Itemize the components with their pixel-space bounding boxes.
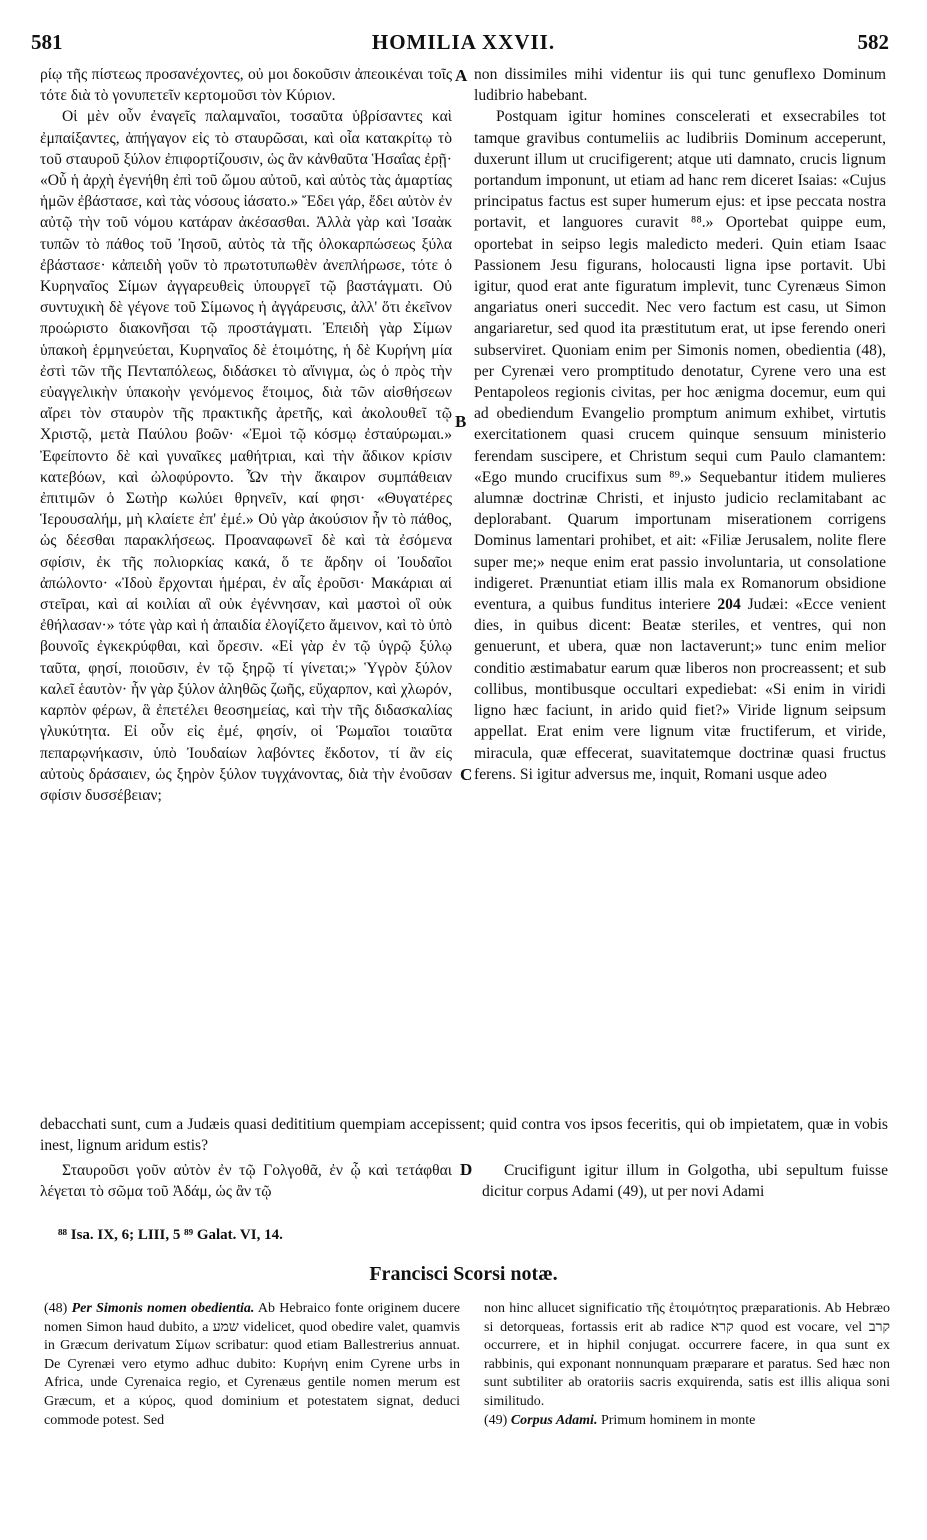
notes-left-column — [44, 1300, 460, 1430]
latin-paragraph-2-tail: Judæi: «Ecce venient dies, in quibus dicent: Beatæ steriles, et ventres, qui non genuerunt, et ubera, quæ non lactaverunt;» tunc enim melior conditio æstimabatur earum quæ liberos non procreassent; et sub collibus, montibusque occultari expediebat: «Si enim in viridi ligno hæc faciunt, in arido quid fiet?» Viride lignum seipsum appellat. Erat enim vere lignum vitæ fructiferum, et viride, miracula, quæ effecerat, suavitatemque doctrinæ quasi fructus ferens. Si igitur adversus me, inquit, Romani usque adeo — [474, 596, 886, 783]
note-49-label: (49) — [484, 1412, 508, 1428]
section-marker-a: A — [455, 66, 468, 85]
latin-paragraph-1: non dissimiles mihi videntur iis qui tunc genuflexo Dominum ludibrio habebant. — [474, 66, 886, 105]
note-48-label: (48) — [44, 1301, 68, 1316]
greek-paragraph-2: Οἱ μὲν οὖν ἐναγεῖς παλαμναῖοι, τοσαῦτα ὑβρίσαντες καὶ ἐμπαίξαντες, ἀπήγαγον εἰς τὸ σταυρῶσαι, καὶ οἷα κατακρίτῳ τὸ τοῦ σταυροῦ ξύλον ἐπιφορτίζουσιν, ὡς ἂν κἀνθαῦτα Ἡσαΐας ἐρῇ· «Οὗ ἡ ἀρχὴ ἐγενήθη ἐπὶ τοῦ ὤμου αὐτοῦ, καὶ αὐτὸς τὰς ἁμαρτίας ἡμῶν ἐβάστασε, καὶ τὰς νόσους ἰάσατο.» Ἔδει γάρ, ἔδει αὐτὸν ἐν αὐτῷ τὴν τοῦ νόμου κατάραν ἀκέσασθαι. Ἀλλὰ γὰρ καὶ Ἰσαὰκ τυπῶν τὸ πάθος τοῦ Ἰησοῦ, αὐτὸς τὰ τῆς ὁλοκαρπώσεως ξύλα ἐβάστασε· κἀπειδὴ γοῦν τὸ πρωτοτυπωθὲν ἀνεπλήρωσε, τότε ὁ Κυρηναῖος Σίμων ἀγγαρευθεὶς ὑπουργεῖ τῷ βαστάγματι. Οὐ συντυχικὴ δὲ γέγονε τοῦ Σίμωνος ἡ ἀγγάρευσις, ἀλλ' ὅτι ἐκεῖνον προώριστο διακονῆσαι τῷ προστάγματι. Ἐπειδὴ γὰρ Σίμων ὑπακοὴ ἑρμηνεύεται, Κυρηναῖος δὲ ἑτοιμότης, ἡ δὲ Κυρήνη μία ἐστὶ τῶν τῆς Πενταπόλεως, διδάσκει τὸ αἴνιγμα, ὡς ὁ πρὸς τὴν εὐαγγελικὴν ὑπακοὴν γενόμενος ἕτοιμος, διὰ τῶν αἰσθήσεων αἴρει τὸν σταυρὸν τῆς πρακτικῆς ἀρετῆς, καὶ ἀκολουθεῖ τῷ Χριστῷ, μετὰ Παύλου βοῶν· «Ἐμοὶ τῷ κόσμῳ ἐσταύρωμαι.» Ἐφείποντο δὲ καὶ γυναῖκες μαθήτριαι, καὶ τὴν ἄδικον κρίσιν κατεβόων, καὶ ὠλοφύροντο. Ὧν τὴν ἄκαιρον συμπάθειαν ἐπιτιμῶν ὁ Σωτὴρ κωλύει θρηνεῖν, καί φησι· «Θυγατέρες Ἱερουσαλήμ, μὴ κλαίετε ἐπ' ἐμέ.» Οὐ γὰρ ἀκούσιον ἦν τὸ πάθος, ὡς δέεσθαι παρακλήσεως. Προαναφωνεῖ δὲ καὶ τὰ ἐσόμενα σφίσιν, ἐκ τῆς πολιορκίας κακά, ὅ τε ἄρδην οἱ Ἰουδαῖοι ἀπώλοντο· «Ἰδοὺ ἔρχονται ἡμέραι, ἐν αἷς ἐροῦσι· Μακάριαι αἱ στεῖραι, καὶ αἱ κοιλίαι αἳ οὐκ ἐγέννησαν, καὶ μαστοὶ οἳ οὐκ ἐθήλασαν·» τότε γὰρ καὶ ἡ ἀπαιδία ἐλογίζετο ἄμεινον, καὶ τὸ ὑπὸ βουνοῖς ἐγκεκρύφθαι, καὶ ὄρεσιν. «Εἰ γὰρ ἐν τῷ ὑγρῷ ξύλῳ ταῦτα, φησί, ποιοῦσιν, ἐν τῷ ξηρῷ τί γίνεται;» Ὑγρὸν ξύλον καλεῖ ἑαυτὸν· ἦν γὰρ ξύλον ἀληθῶς ζωῆς, εὔχαρπον, καὶ χλωρόν, καρπὸν φέρων, ἃ ἐπετέλει θεοσημείας, καὶ τὴν τῆς διδασκαλίας γλυκύτητα. Εἰ οὖν εἰς ἐμέ, φησίν, οἱ Ῥωμαῖοι τοιαῦτα πεπαρῳνήκασιν, ὑπὸ Ἰουδαίων λαβόντες ἔκδοτον, τί ἂν εἰς αὐτοὺς δράσαιεν, ὡς ξηρὸν ξύλον τυγχάνοντας, διὰ τὴν ἐνοῦσαν σφίσιν δυσσέβειαν; — [40, 108, 452, 804]
section-marker-d: D — [460, 1160, 473, 1179]
latin-column — [474, 64, 886, 785]
latin-section-d: Crucifigunt igitur illum in Golgotha, ubi sepultum fuisse dicitur corpus Adami (49), ut per novi Adami — [482, 1162, 888, 1201]
page-header — [0, 30, 927, 58]
section-marker-c: C — [460, 765, 473, 784]
greek-section-d: Σταυροῦσι γοῦν αὐτὸν ἐν τῷ Γολγοθᾶ, ἐν ᾧ καὶ τετάφθαι λέγεται τὸ σῶμα τοῦ Ἀδάμ, ὡς ἂν τῷ — [40, 1162, 452, 1201]
left-page-number: 581 — [31, 30, 63, 54]
greek-paragraph-1: ρίῳ τῆς πίστεως προσανέχοντες, οὐ μοι δοκοῦσιν ἀπεοικέναι τοῖς τότε διὰ τὸ γονυπετεῖν κερτομοῦσι τὸν Κύριον. — [40, 66, 452, 105]
latin-paragraph-2 — [474, 106, 886, 785]
continuation-text: debacchati sunt, cum a Judæis quasi dedititium quempiam accepissent; quid contra vos ipsos feceritis, qui ob impietatem, quæ in vobis inest, lignum aridum estis? — [40, 1116, 888, 1155]
latin-paragraph-2-text: Postquam igitur homines consceleratі et exsecrabiles tot tamque gravibus contumeliis ac ludibriis Dominum acceperunt, duxerunt illum ut crucifigerent; atque uti damnato, crucis lignum portandum imponunt, ut etiam ad hanc rem diceret Isaias: «Cujus principatus factus est super humerum ejus: et ipse peccata nostra portavit, et languores curavit ⁸⁸.» Oportebat quippe eum, oportebat in seipso legis maledicto mederi. Quin etiam Isaac Passionem Jesu figurans, holocausti ligna ipse portavit. Ubi igitur, quod erat ante figuratum implevit, tunc Cyrenæus Simon angariatus oneri succedit. Nec vero factum est casu, ut Simon angariaretur, sed quod ita præstitutum erat, ut ipse ferendo oneri subserviret. Quoniam enim per Simonis nomen, obedientia (48), per Cyrenæi vero promptitudo denotatur, Cyrene vero una est Pentapoleos regionis civitas, per hoc ænigma docemur, eum qui ad obediendum Evangelio promptum animum exhibet, virtutis exercitationem quasi crucem quinque sensuum ministerio ferendam suscipere, et Christum sequi cum Paulo clamantem: «Ego mundo crucifixus sum ⁸⁹.» Sequebantur itidem mulieres alumnæ doctrinæ Christi, et injusto judicio reclamitabant ac deplorabant. Quarum importunam miserationem corrigens Dominus lamentari prohibet, et ait: «Filiæ Jerusalem, nolite flere super me;» neque enim erat passio involuntaria, ut consolatione indigeret. Prænuntiat etiam illis mala ex Romanorum obsidione eventura, a quibus funditus interiere — [474, 108, 886, 614]
column-number: 204 — [717, 596, 741, 614]
note-48-heading: Per Simonis nomen obedientia. — [71, 1301, 255, 1316]
section-marker-b: B — [455, 412, 467, 431]
note-49-heading: Corpus Adami. — [510, 1412, 598, 1428]
notes-right-column — [484, 1300, 890, 1430]
note-48-continuation: non hinc allucet significatio τῆς ἑτοιμότητος præparationis. Ab Hebræo si detorqueas, fortassis erit ab radice קרא quod est vocare, vel קרב occurrere, et in hiphil conjugat. occurrere facere, in qua sunt ex rabbinis, qui exponant nonnunquam præparare et paratus. Sed hæc non sunt subtiliter ab oratoriis sacris exquirenda, satis est illis aliqua soni similitudo. — [484, 1301, 890, 1409]
full-width-continuation — [40, 1114, 888, 1156]
note-48-text: Ab Hebraico fonte originem ducere nomen Simon haud dubito, a שמע videlicet, quod obedire valet, quamvis in Græcum derivatum Σίμων scribatur: quod etiam Ballestrerius annuat. De Cyrenæi vero etymo adhuc dubito: Κυρήνη enim Cyrene urbs in Africa, unde Cyrenaica regio, et Cyrenæus gentile nomen merum est Græcum, et a κύρος, quod dominium et potestatem signat, deduci commode potest. Sed — [44, 1301, 461, 1428]
note-49-text: Primum hominem in monte — [600, 1412, 756, 1428]
scripture-footnotes: ⁸⁸ Isa. IX, 6; LIII, 5 ⁸⁹ Galat. VI, 14. — [58, 1227, 283, 1243]
notes-title: Francisci Scorsi notæ. — [369, 1263, 558, 1285]
right-page-number: 582 — [857, 30, 889, 54]
running-title: HOMILIA XXVII. — [371, 30, 556, 54]
note-49 — [484, 1412, 890, 1431]
greek-column — [40, 64, 452, 806]
note-48 — [44, 1300, 460, 1430]
